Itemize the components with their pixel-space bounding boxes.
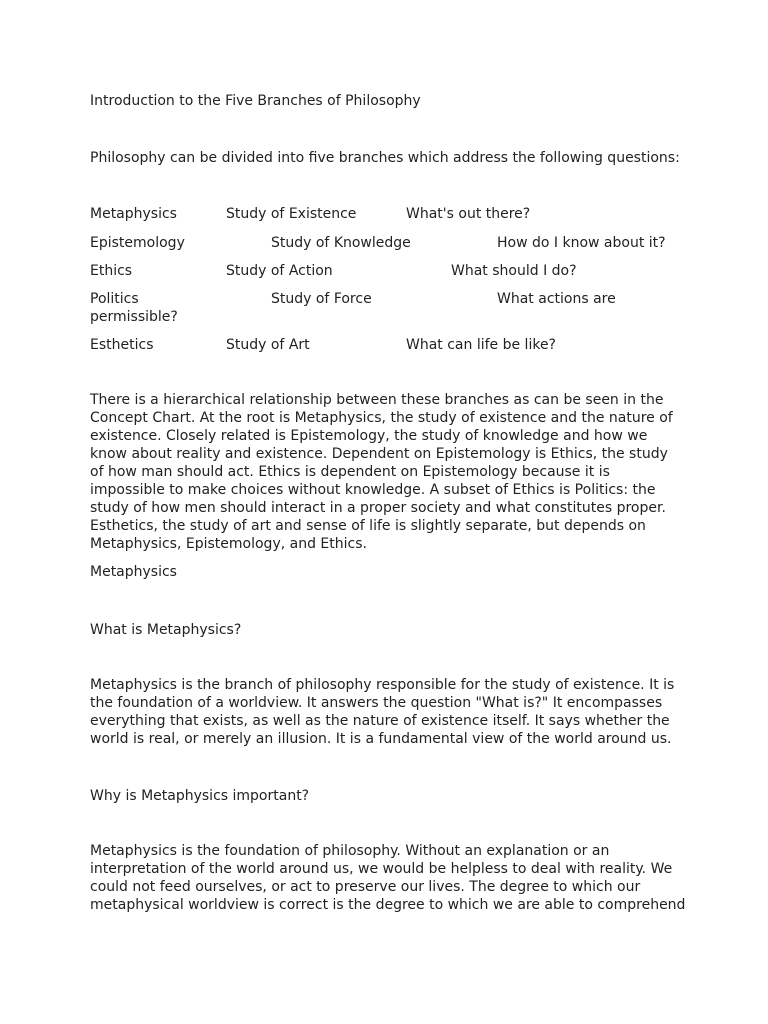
branch-study: Study of Existence — [226, 206, 357, 222]
paragraph-line: existence. Closely related is Epistemology, the study of knowledge and how we — [90, 428, 648, 444]
branch-question-continuation: permissible? — [90, 309, 178, 325]
branch-question: What's out there? — [406, 206, 531, 222]
section-heading: Metaphysics — [90, 564, 177, 580]
branch-name: Epistemology — [90, 235, 185, 251]
paragraph-line: Metaphysics, Epistemology, and Ethics. — [90, 536, 367, 552]
branch-name: Politics — [90, 291, 139, 307]
importance-paragraph — [90, 842, 690, 914]
question-heading: What is Metaphysics? — [90, 622, 242, 638]
paragraph-line: metaphysical worldview is correct is the degree to which we are able to comprehend — [90, 897, 686, 913]
document-title: Introduction to the Five Branches of Philosophy — [90, 93, 421, 109]
paragraph-line: everything that exists, as well as the nature of existence itself. It says whether the — [90, 713, 670, 729]
paragraph-line: Esthetics, the study of art and sense of life is slightly separate, but depends on — [90, 518, 646, 534]
branch-study: Study of Action — [226, 263, 333, 279]
paragraph-line: Metaphysics is the branch of philosophy responsible for the study of existence. It is — [90, 677, 675, 693]
paragraph-line: Metaphysics is the foundation of philosophy. Without an explanation or an — [90, 843, 610, 859]
branch-name: Esthetics — [90, 337, 154, 353]
paragraph-line: interpretation of the world around us, we would be helpless to deal with reality. We — [90, 861, 673, 877]
paragraph-line: Concept Chart. At the root is Metaphysics, the study of existence and the nature of — [90, 410, 673, 426]
branch-study: Study of Art — [226, 337, 310, 353]
metaphysics-paragraph — [90, 676, 690, 748]
question-heading: Why is Metaphysics important? — [90, 788, 310, 804]
paragraph-line: know about reality and existence. Dependent on Epistemology is Ethics, the study — [90, 446, 668, 462]
branch-name: Ethics — [90, 263, 133, 279]
branch-question: How do I know about it? — [497, 235, 666, 251]
paragraph-line: could not feed ourselves, or act to preserve our lives. The degree to which our — [90, 879, 641, 895]
branch-question: What can life be like? — [406, 337, 556, 353]
paragraph-line: of how man should act. Ethics is dependent on Epistemology because it is — [90, 464, 610, 480]
branch-question: What should I do? — [451, 263, 577, 279]
paragraph-line: the foundation of a worldview. It answers the question "What is?" It encompasses — [90, 695, 663, 711]
paragraph-line: study of how men should interact in a proper society and what constitutes proper. — [90, 500, 666, 516]
branch-study: Study of Knowledge — [271, 235, 411, 251]
branch-name: Metaphysics — [90, 206, 177, 222]
hierarchy-paragraph — [90, 391, 690, 553]
paragraph-line: impossible to make choices without knowledge. A subset of Ethics is Politics: the — [90, 482, 656, 498]
paragraph-line: There is a hierarchical relationship between these branches as can be seen in the — [90, 392, 664, 408]
intro-text: Philosophy can be divided into five branches which address the following questions: — [90, 150, 680, 166]
branch-question: What actions are — [497, 291, 616, 307]
paragraph-line: world is real, or merely an illusion. It is a fundamental view of the world around us. — [90, 731, 672, 747]
branch-study: Study of Force — [271, 291, 372, 307]
